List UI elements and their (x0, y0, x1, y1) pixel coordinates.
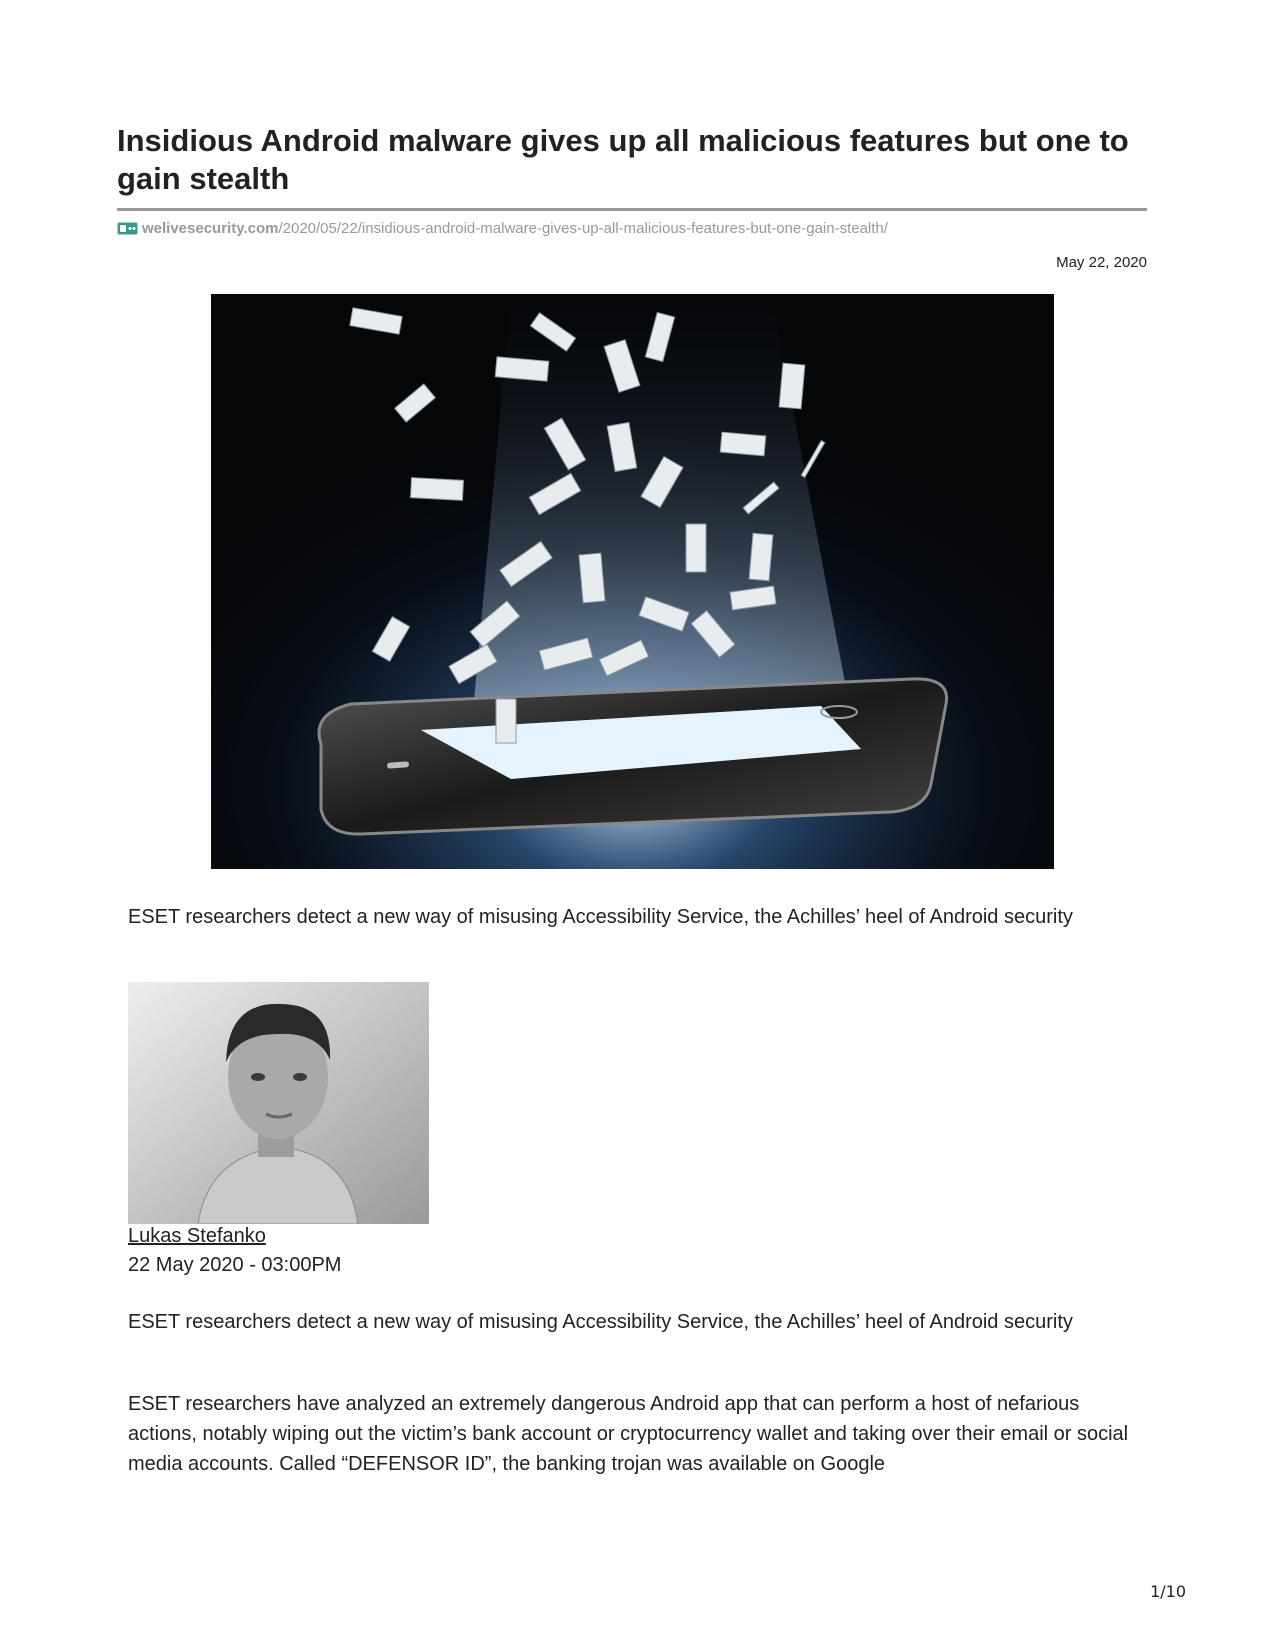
source-url[interactable] (117, 220, 888, 239)
page-number: 1/10 (1150, 1582, 1186, 1601)
hero-image (211, 294, 1054, 869)
article-lead: ESET researchers detect a new way of misusing Accessibility Service, the Achilles’ heel of Android security (128, 1311, 1073, 1333)
author-photo (128, 982, 429, 1224)
article-title: Insidious Android malware gives up all malicious features but one to gain stealth (117, 123, 1129, 196)
source-path: /2020/05/22/insidious-android-malware-gives-up-all-malicious-features-but-one-gain-stealth/ (278, 220, 888, 237)
author-name-link[interactable]: Lukas Stefanko (128, 1225, 266, 1247)
author-date: 22 May 2020 - 03:00PM (128, 1254, 342, 1276)
source-domain: welivesecurity.com (142, 220, 279, 237)
article-body-paragraph: ESET researchers have analyzed an extremely dangerous Android app that can perform a host of nefarious actions, notably wiping out the victim’s bank account or cryptocurrency wallet and taking over their email or social media accounts. Called “DEFENSOR ID”, the banking trojan was available on Google (128, 1393, 1129, 1475)
article-subtitle: ESET researchers detect a new way of misusing Accessibility Service, the Achilles’ heel of Android security (128, 906, 1073, 928)
publish-date: May 22, 2020 (1056, 254, 1147, 271)
title-divider (117, 208, 1147, 211)
browser-link-icon (117, 222, 138, 239)
